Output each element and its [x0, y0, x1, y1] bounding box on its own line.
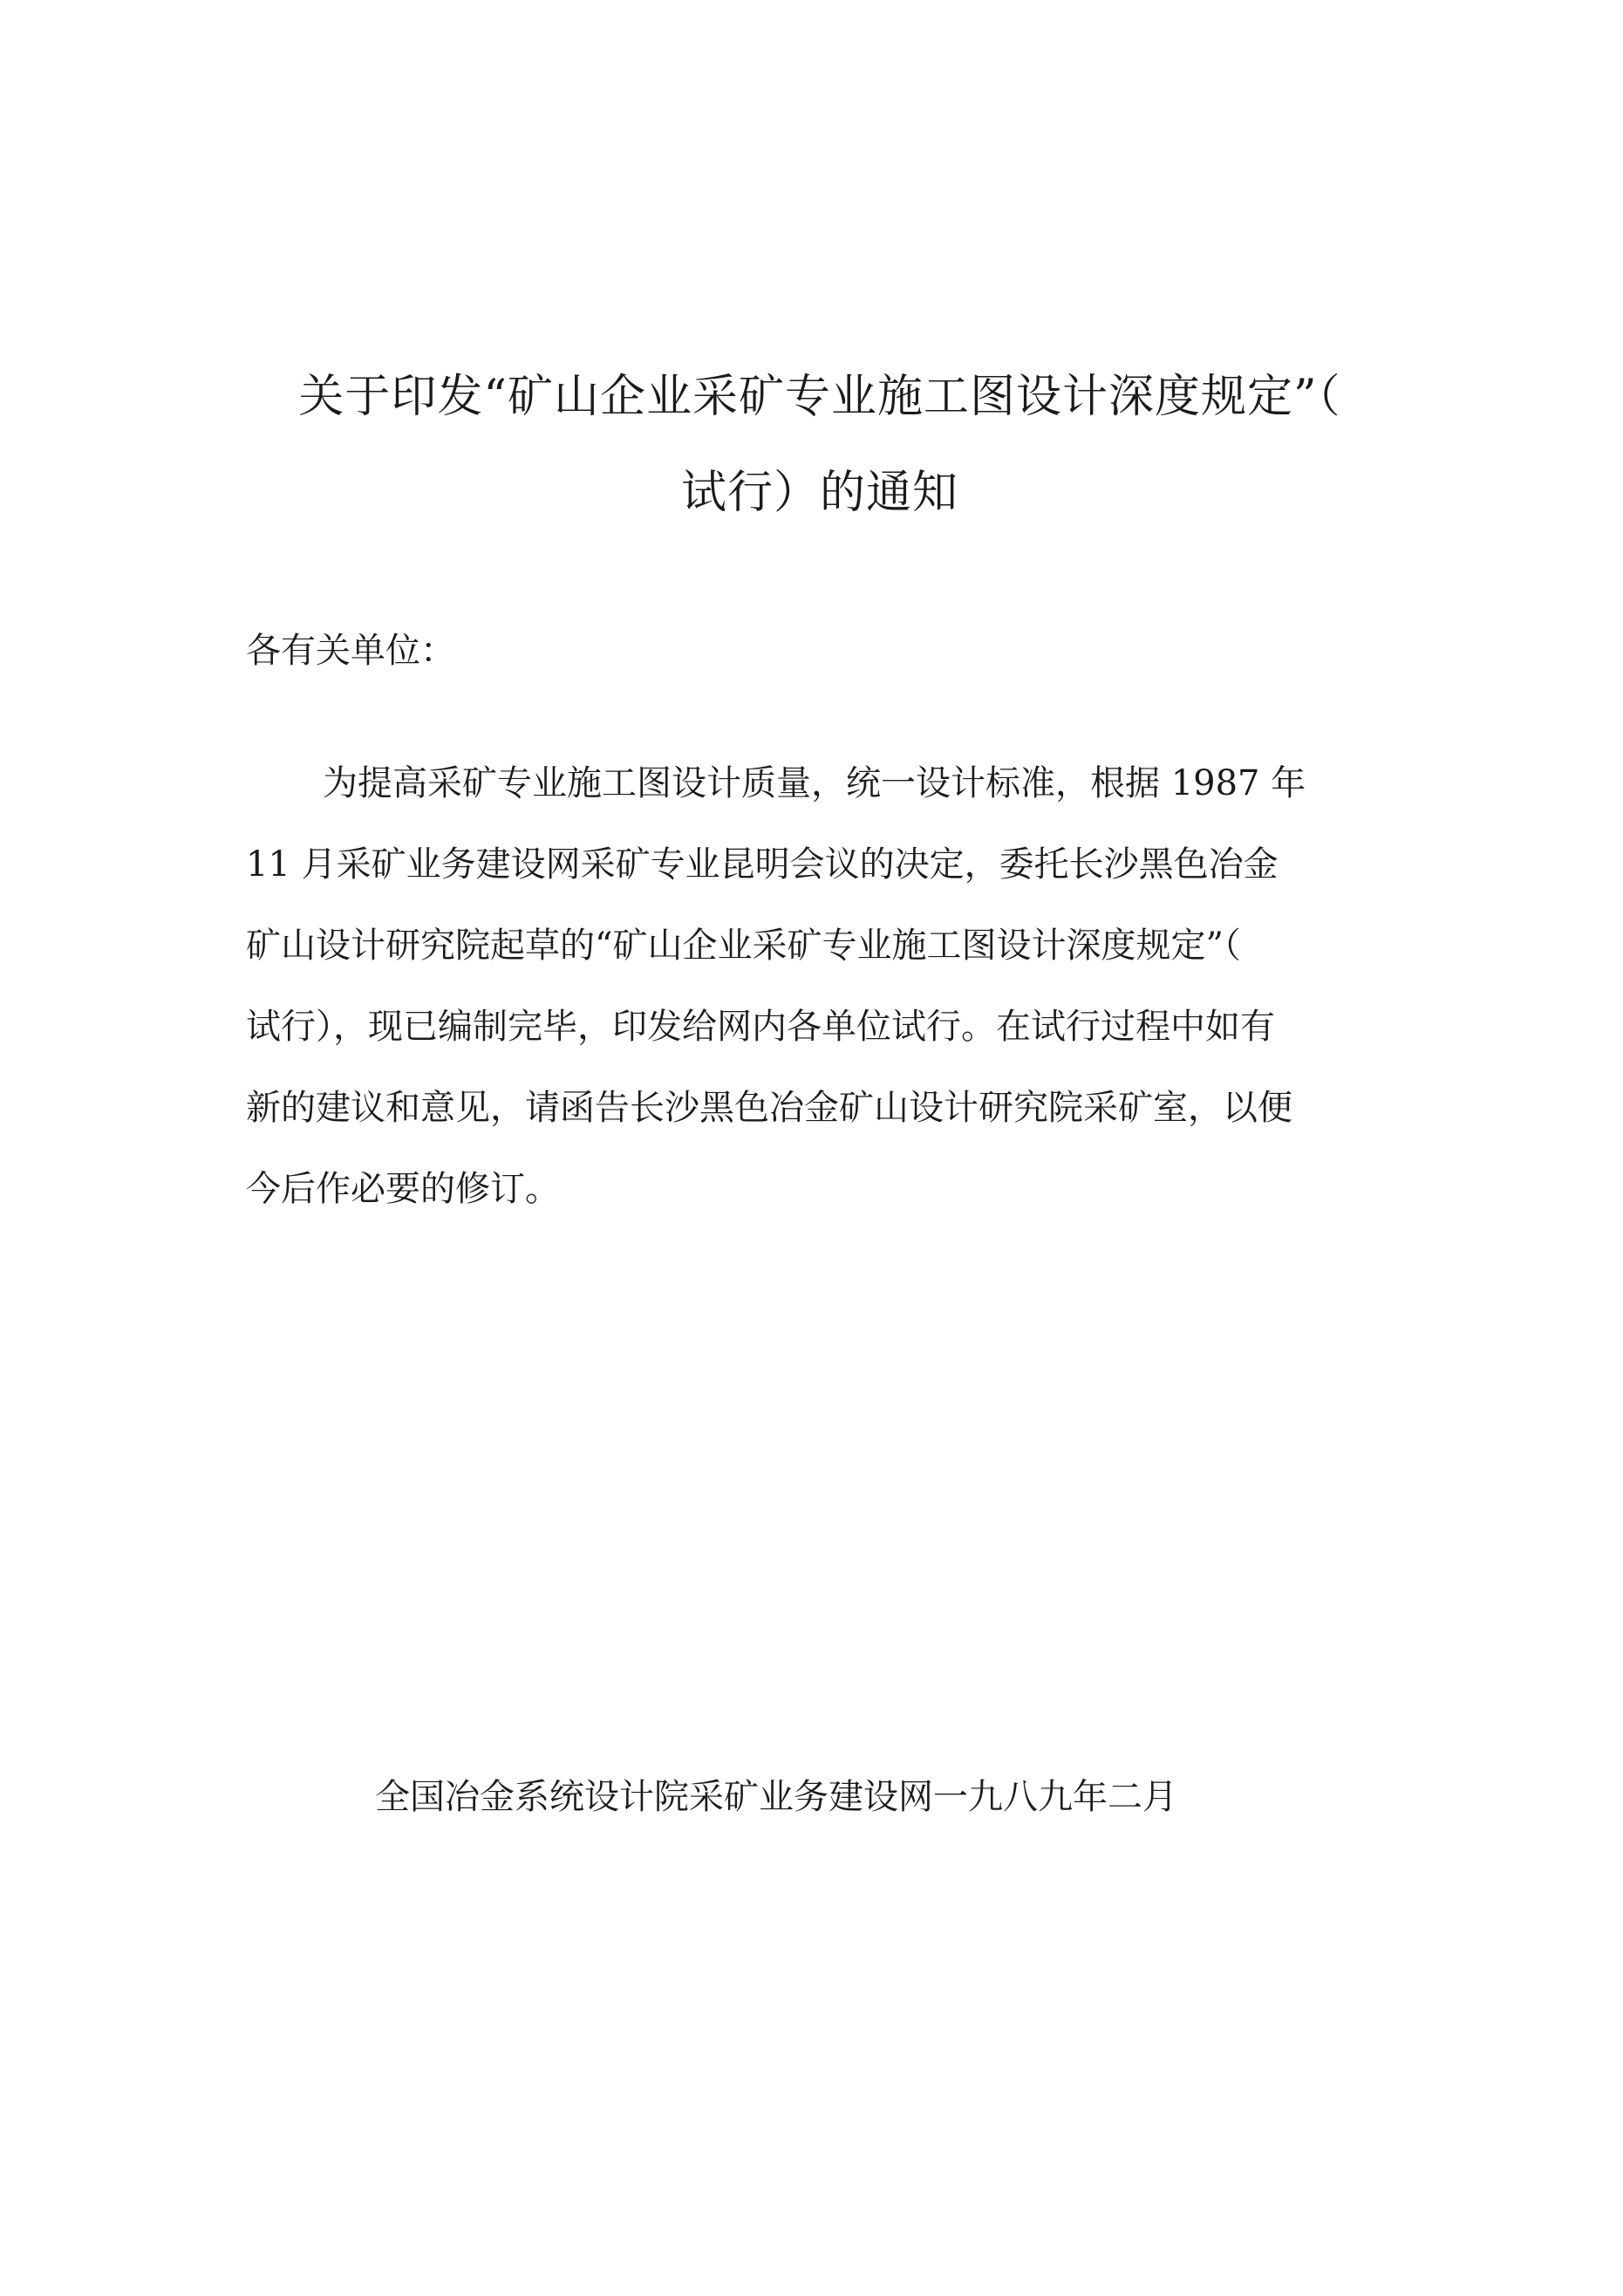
body-line-5: 新的建议和意见，请函告长沙黑色冶金矿山设计研究院采矿室，以便 — [246, 1088, 1292, 1128]
title-line-1: 关于印发“矿山企业采矿专业施工图设计深度规定”（ — [298, 371, 1341, 423]
body-line-6: 今后作必要的修订。 — [246, 1169, 560, 1209]
title-line-2: 试行）的通知 — [680, 467, 958, 519]
body-line-3: 矿山设计研究院起草的“矿山企业采矿专业施工图设计深度规定”（ — [246, 926, 1241, 966]
body-line-1: 为提高采矿专业施工图设计质量，统一设计标准，根据 1987 年 — [323, 763, 1306, 803]
body-line-4: 试行），现已编制完毕，印发给网内各单位试行。在试行过程中如有 — [246, 1007, 1275, 1047]
salutation: 各有关单位： — [246, 631, 455, 671]
document-title — [244, 349, 1395, 541]
signature: 全国冶金系统设计院采矿业务建设网一九八九年二月 — [375, 1777, 1177, 1817]
body-paragraph — [246, 743, 1397, 1230]
body-line-2: 11 月采矿业务建设网采矿专业昆明会议的决定，委托长沙黑色冶金 — [246, 844, 1279, 885]
